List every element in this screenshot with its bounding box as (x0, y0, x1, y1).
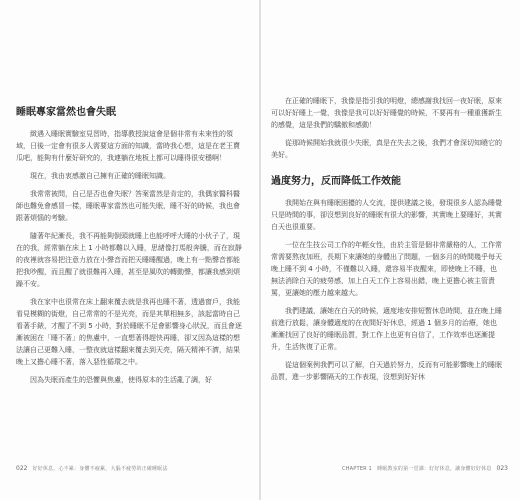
page-footer (342, 465, 508, 472)
body-paragraph: 因為失眠而產生的恐懼與焦慮，使得原本的生活亂了調，好 (30, 376, 212, 384)
body-paragraph: 我在家中也很常在床上翻來覆去就是我再也睡不著，透過窗戶，我能看見模糊的街燈，自己常常的不是光亮，而是其單相無多，該起當時自己看著手錶，才醒了不到 5 小時，對於睡眠不足會影響身心狀況，而且會逐漸被困在「睡不著」的焦慮中，一直想著得趕快再睡，卻又因為這樣的想法讓自己更難入睡，一整夜就這樣翻來覆去到天亮，隔天精神不濟，結果晚上又擔心睡不著，落入惡性循環之中。 (16, 298, 242, 366)
page-footer (16, 465, 168, 472)
body-paragraph: 我常常被問，自己是否也會失眠？答案當然是肯定的，我偶家醫科醫師也難免會感冒一樣，睡眠專家當然也可能失眠，睡不好的時候，我也會跟著煩惱的考驗。 (16, 190, 240, 222)
left-page (0, 0, 259, 500)
body-paragraph: 從那時候開始我就很少失眠，真是在失去之後，我們才會深切知曉它的美好。 (271, 139, 502, 159)
section-heading: 過度努力，反而降低工作效能 (271, 176, 401, 187)
body-paragraph: 我開始在與有睡眠困擾的人交流，提供建議之後，發現很多人認為睡覺只是時間的事，卻沒想到良好的睡眠有很大的影響，其實晚上要睡好，其實白天也很重要。 (271, 199, 502, 231)
body-paragraph: 隨著年紀漸長，我不再能夠倒頭就睡上也能呼呼大睡的小伙子了，現在的我，經常躺在床上 1 小時都難以入睡，思緒像打馬般奔騰，而在寂靜的夜裡就容易把注意力放在小聲音而把天睡睡醒過，晚上有一點聲音都能把我吵醒，而且醒了就很難再入睡，甚至是風吹的轉動聲，都讓我感到煩躁不安。 (16, 232, 242, 288)
page-number: 023 (496, 465, 508, 472)
body-paragraph: 現在，我由衷感激自己擁有正確的睡眠知識。 (30, 172, 170, 180)
section-heading: 睡眠專家當然也會失眠 (16, 107, 116, 118)
running-head: 好好休息，心不累：身體不疲累，大腦不疲勞的正確睡眠法 (32, 466, 168, 472)
left-page-content (16, 106, 244, 392)
right-page-content (271, 95, 503, 389)
right-page (261, 0, 520, 500)
body-paragraph: 緻遇入睡眠實驗室見習時，指導教授說這會是個非常有未來性的領域，日後一定會有很多人需要這方面的知識，當時我心想，這是在老王賣瓜吧，能夠有什麼好研究的，我連躺在地板上都可以睡得很安穩啊！ (16, 130, 240, 162)
body-paragraph: 一位在生技公司工作的年輕女性，由於主管是個非常嚴格的人，工作常常需要熬夜加班，長期下來讓她的身體出了問題，一個多月的時間幾乎每天晚上睡不到 4 小時，不僅難以入睡，還容易半夜醒來，即使晚上不睡，也無法消除白天的疲勞感，加上白天工作上容易出錯，晚上更擔心被主管責罵，更讓她的壓力越來越大。 (271, 241, 502, 297)
page-number: 022 (16, 465, 28, 472)
running-head: CHAPTER 1 睡眠教室的第一堂課：好好休息，讓身體好好休息 (341, 466, 492, 472)
body-paragraph: 我們建議，讓她在白天的時候，適度地安排短暫休息時間，並在晚上睡前進行放鬆，讓身體適度的在夜間好好休息，經過 1 個多月的治療，她也漸漸找回了良好的睡眠品質，對工作上也更有自信了，工作效率也逐漸提升，生活恢復了正常。 (271, 307, 502, 351)
body-paragraph: 在正確的睡眠下，我像是指引我的明燈，總感謝我找回一夜好眠，原來可以好好睡上一覺，我像是我可以好好睡覺的時候，不要再有一種重獲新生的感覺，這是我們的驕傲和感動！ (271, 97, 502, 129)
body-paragraph: 從這個案例我們可以了解，白天過於努力，反而有可能影響晚上的睡眠品質，進一步影響隔天的工作表現，沒想到好好休 (271, 361, 502, 381)
